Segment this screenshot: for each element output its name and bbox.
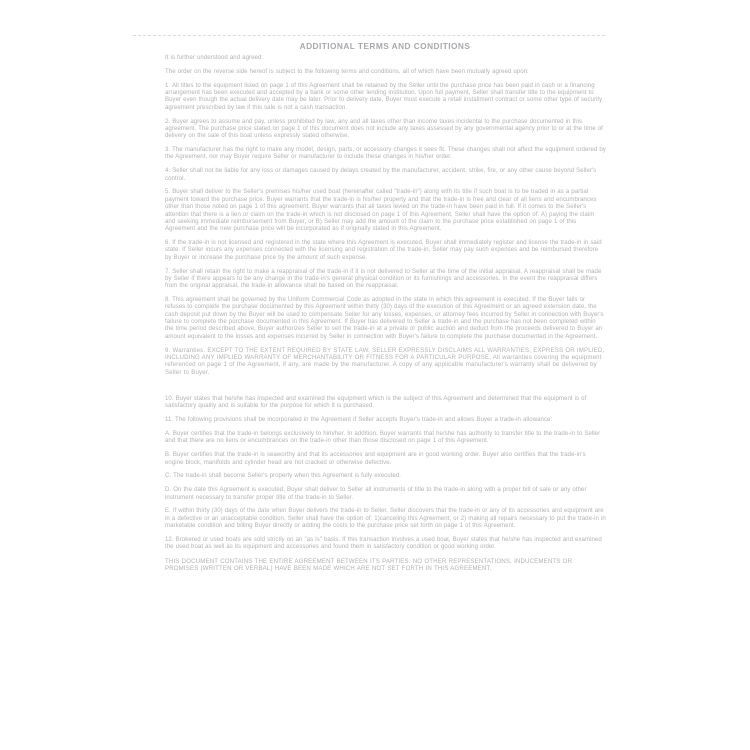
clause-7: 7. Seller shall retain the right to make a reappraisal of the trade-in if it is not delivered to Seller at the time of the initial appraisal. A reappraisal shall be made by Seller if there appears to be any change in the trade-in's general physical condition or its furnishings and accessories. In the event the reappraisal differs from the original appraisal, the trade-in allowance shall be based on the reappraisal.: [165, 267, 602, 290]
clause-4: 4. Seller shall not be liable for any loss or damages caused by delays created by the manufacturer, accident, strike, fire, or any other cause beyond Seller's control.: [165, 167, 597, 182]
intro-paragraph-1: It is further understood and agreed:: [165, 54, 264, 61]
clause-3: 3. The manufacturer has the right to make any model, design, parts, or accessory changes it sees fit. These changes shall not affect the equipment ordered by the Agreement, nor may Buyer require Seller or manufacturer to include these changes in his/her order.: [165, 146, 606, 161]
clause-a: A. Buyer certifies that the trade-in belongs exclusively to him/her. In addition, Buyer warrants that he/she has authority to transfer title to the trade-in to Seller and that there are no liens or encumbrances on the trade-in other than those disclosed on page 1 of this Agreement.: [165, 430, 601, 445]
clause-1: 1. All titles to the equipment listed on page 1 of this Agreement shall be retained by the Seller until the purchase price has been paid in cash or a financing arrangement has been executed and accepted by a bank or some other lending institution. Upon full payment, Seller shall transfer title to the equipment to Buyer even though the actual delivery date may be later. Prior to delivery date, Buyer must execute a retail installment contract or some other type of security agreement prescribed by law if this sale is not a cash transaction.: [165, 81, 603, 111]
document-body: [165, 54, 606, 579]
clause-2: 2. Buyer agrees to assume and pay, unless prohibited by law, any and all taxes other than income taxes incidental to the purchase documented in this agreement. The purchase price stated on page 1 of this document does not include any taxes assessed by any governmental agency prior to or at the time of delivery on the sale of this boat unless expressly stated otherwise.: [165, 117, 603, 140]
clause-8: 8. This agreement shall be governed by the Uniform Commercial Code as adopted in the state in which this agreement is executed. If the Buyer fails or refuses to complete the purchase documented by this Agreement within thirty (30) days of the execution of this Agreement or an agreed extension date, the cash deposit put down by the Buyer will be used to compensate Seller for any losses, expenses, or attorney fees incurred by Seller in connection with Buyer's failure to complete the purchase documented in this Agreement. If Buyer has delivered to Seller a trade-in and the purchase has not been completed within the time period described above, Buyer authorizes Seller to sell the trade-in at a private or public auction and deduct from the proceeds delivered to Buyer an amount equivalent to the losses and expenses incurred by Seller in connection with Buyer's failure to complete the purchase documented in the Agreement.: [165, 296, 604, 340]
clause-d: D. On the date this Agreement is executed, Buyer shall deliver to Seller all instruments of title to the trade-in along with a proper bill of sale or any other instrument necessary to transfer proper title of the trade-in to Seller.: [165, 486, 587, 501]
intro-paragraph-2: The order on the reverse side hereof is subject to the following terms and conditions, all of which have been mutually agreed upon:: [165, 67, 529, 75]
clause-6: 6. If the trade-in is not licensed and registered in the state where this Agreement is executed, Buyer shall immediately register and license the trade-in in said state. If Seller incurs any expenses connected with the licensing and registration of the trade-in, Seller may pay such expenses and be reimbursed therefore by Buyer or increase the purchase price by the amount of such expense.: [165, 239, 602, 261]
clause-b: B. Buyer certifies that the trade-in is seaworthy and that its accessories and equipment are in good working order. Buyer also certifies that the trade-in's engine block, manifolds and cylinder head are not cracked or otherwise defective.: [165, 451, 586, 466]
closing-statement: THIS DOCUMENT CONTAINS THE ENTIRE AGREEMENT BETWEEN ITS PARTIES. NO OTHER REPRESENTATIONS, INDUCEMENTS OR PROMISES (WRITTEN OR VERBAL) HAVE BEEN MADE WHICH ARE NOT SET FORTH IN THIS AGREEMENT.: [165, 557, 573, 573]
page-title: ADDITIONAL TERMS AND CONDITIONS: [299, 41, 471, 51]
top-dashed-divider: [133, 35, 605, 36]
clause-12: 12. Brokered or used boats are sold strictly on an "as is" basis. If this transaction involves a used boat, Buyer states that he/she has inspected and examined the used boat as well as its equipment and accessories and found them in satisfactory condition or good working order.: [165, 536, 602, 551]
clause-9-warranties: 9. Warranties. EXCEPT TO THE EXTENT REQUIRED BY STATE LAW, SELLER EXPRESSLY DISCLAIMS ALL WARRANTIES, EXPRESS OR IMPLIED, INCLUDING ANY IMPLIED WARRANTY OF MERCHANTABILITY OR FITNESS FOR A PARTICULAR PURPOSE. All warranties covering the equipment referenced on page 1 of the Agreement, if any, are made by the manufacturer. A copy of any applicable manufacturer's warranty shall be delivered by Seller to Buyer.: [165, 346, 605, 376]
clause-11: 11. The following provisions shall be incorporated in the Agreement if Seller accepts Buyer's trade-in and allows Buyer a trade-in allowance:: [165, 416, 553, 424]
clause-10: 10. Buyer states that he/she has inspected and examined the equipment which is the subject of this Agreement and determined that the equipment is of satisfactory quality and is suitable for the purpose for which it is purchased.: [165, 395, 587, 410]
clause-e: E. If within thirty (30) days of the date when Buyer delivers the trade-in to Seller, Seller discovers that the trade-in or any of its accessories and equipment are in a defective or an unacceptable condition, Seller shall have the option of: 1)canceling this Agreement, or 2) making all repairs necessary to put the trade-in in marketable condition and billing Buyer directly or adding the costs to the purchase price set forth on page 1 of this Agreement.: [165, 507, 606, 530]
clause-5: 5. Buyer shall deliver to the Seller's premises his/her used boat (hereinafter called "trade-in") along with its title if such boat is to be traded in as a partial payment toward the purchase price. Buyer warrants that the trade-in is his/her property and that the trade-in is free and clear of all liens and encumbrances other than those noted on page 1 of this agreement. Buyer warrants that all taxes levied on the trade-in have been paid in full. If it comes to the Seller's attention that there is a lien or claim on the trade-in which is not disclosed on page 1 of this Agreement, Seller shall have the option of: A) paying the claim and seeking immediate reimbursement from Buyer, or B) Seller may add the amount of the claim to the purchase price established on page 1 of this Agreement and the new purchase price will be incorporated as if originally stated in this Agreement.: [165, 188, 597, 233]
clause-c: C. The trade-in shall become Seller's property when this Agreement is fully executed.: [165, 472, 402, 480]
